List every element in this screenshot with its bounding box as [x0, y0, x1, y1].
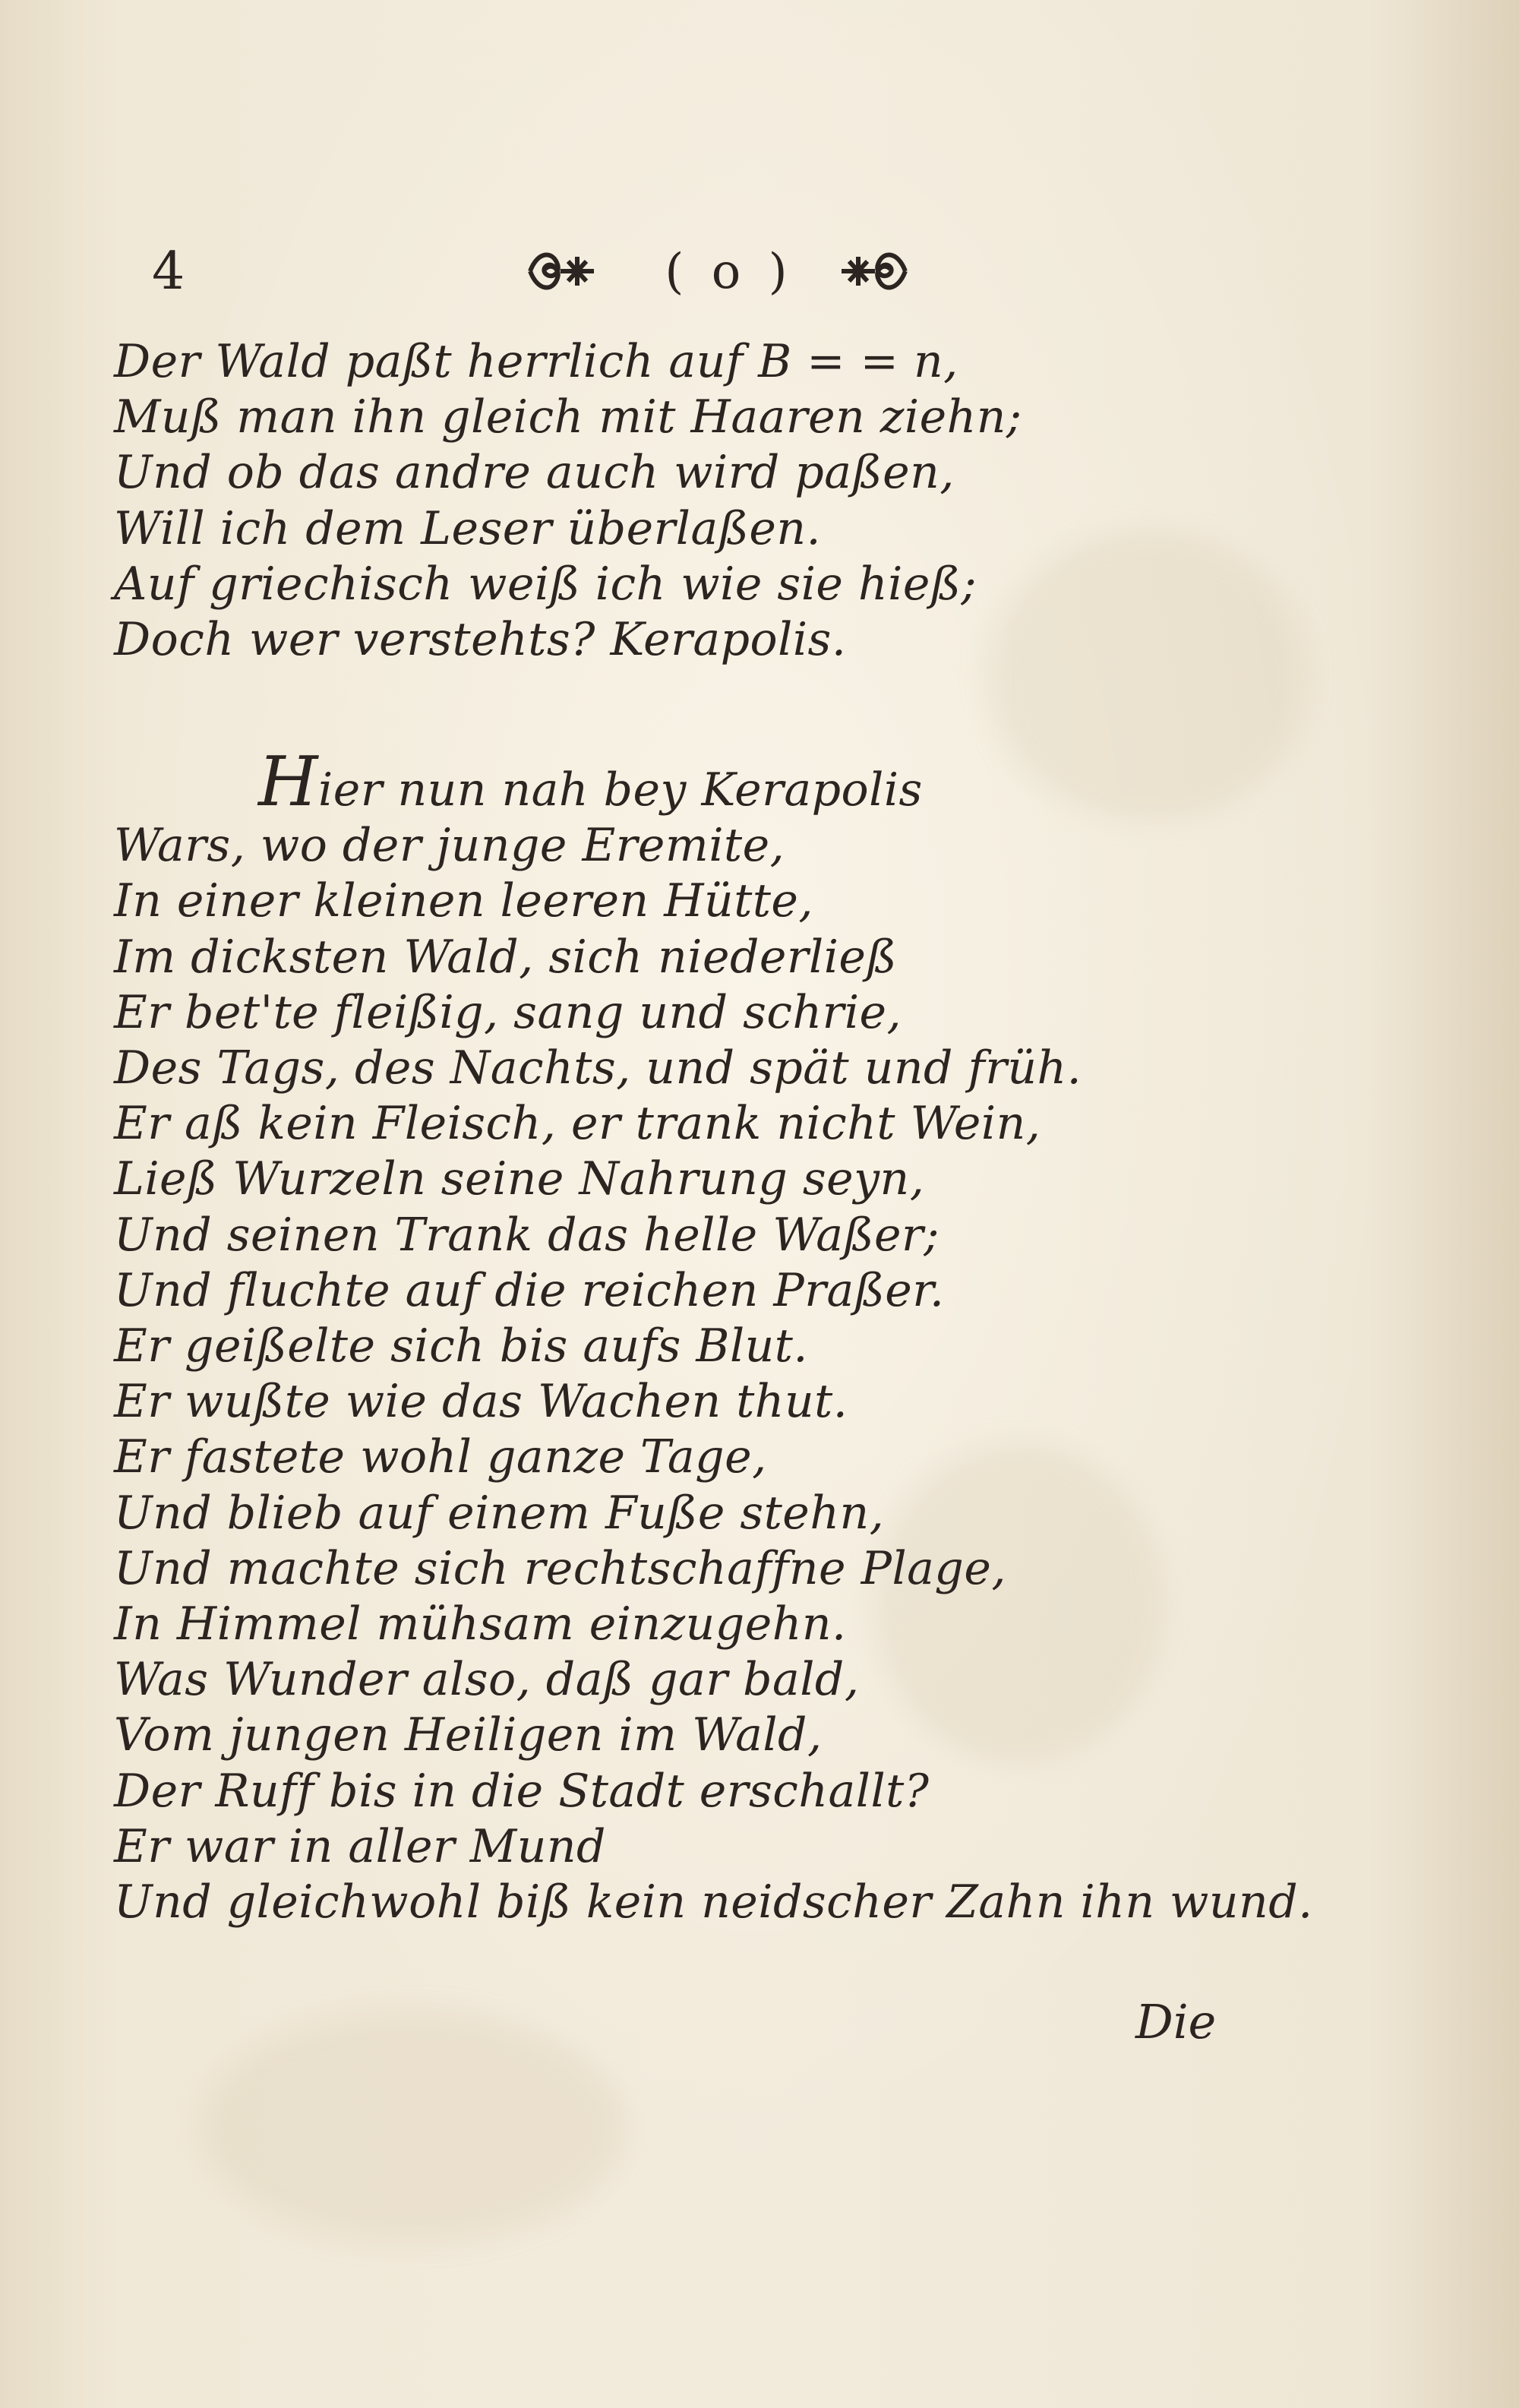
drop-cap: H	[258, 742, 318, 822]
page-number: 4	[152, 242, 185, 302]
verse-line-first	[114, 742, 1313, 822]
verse-line: In einer kleinen leeren Hütte,	[114, 874, 814, 928]
catchword: Die	[1135, 1994, 1217, 2049]
verse-line: Und gleichwohl biß kein neidscher Zahn ihn wund.	[114, 1876, 1313, 1929]
running-head: ( o )	[665, 244, 794, 300]
verse-line: Ließ Wurzeln seine Nahrung seyn,	[114, 1152, 925, 1206]
verse-line: Wars, wo der junge Eremite,	[114, 819, 785, 873]
verse-line: In Himmel mühsam einzugehn.	[114, 1597, 847, 1651]
verse-line: Er geißelte sich bis aufs Blut.	[114, 1319, 808, 1373]
ornament-right-icon	[835, 245, 911, 298]
stanza-1	[114, 334, 1022, 668]
verse-line-rest: ier nun nah bey Kerapolis	[318, 763, 923, 817]
verse-line: Im dicksten Wald, sich niederließ	[114, 930, 898, 984]
verse-line: Auf griechisch weiß ich wie sie hieß;	[114, 557, 977, 611]
verse-line: Der Wald paßt herrlich auf B = = n,	[114, 335, 958, 388]
verse-line: Doch wer verstehts? Kerapolis.	[114, 613, 847, 667]
page-header	[152, 242, 927, 302]
verse-line: Er aß kein Fleisch, er trank nicht Wein,	[114, 1097, 1041, 1151]
verse-line: Muß man ihn gleich mit Haaren ziehn;	[114, 390, 1022, 444]
verse-line: Und blieb auf einem Fuße stehn,	[114, 1486, 885, 1540]
verse-line: Und ob das andre auch wird paßen,	[114, 446, 955, 500]
verse-line: Und fluchte auf die reichen Praßer.	[114, 1263, 945, 1317]
verse-line: Er bet'te fleißig, sang und schrie,	[114, 985, 902, 1039]
verse-line: Der Ruff bis in die Stadt erschallt?	[114, 1764, 930, 1818]
verse-line: Er wußte wie das Wachen thut.	[114, 1375, 848, 1429]
ornament-left-icon	[524, 245, 600, 298]
verse-line: Des Tags, des Nachts, und spät und früh.	[114, 1041, 1082, 1095]
paper-stain	[197, 2013, 623, 2241]
verse-line: Und seinen Trank das helle Waßer;	[114, 1208, 940, 1262]
verse-line: Was Wunder also, daß gar bald,	[114, 1653, 860, 1707]
verse-line: Er war in aller Mund	[114, 1819, 606, 1873]
verse-line: Will ich dem Leser überlaßen.	[114, 501, 822, 555]
verse-line: Und machte sich rechtschaffne Plage,	[114, 1541, 1006, 1595]
stanza-2	[114, 742, 1313, 1930]
verse-line: Er fastete wohl ganze Tage,	[114, 1430, 767, 1484]
verse-line: Vom jungen Heiligen im Wald,	[114, 1708, 823, 1762]
